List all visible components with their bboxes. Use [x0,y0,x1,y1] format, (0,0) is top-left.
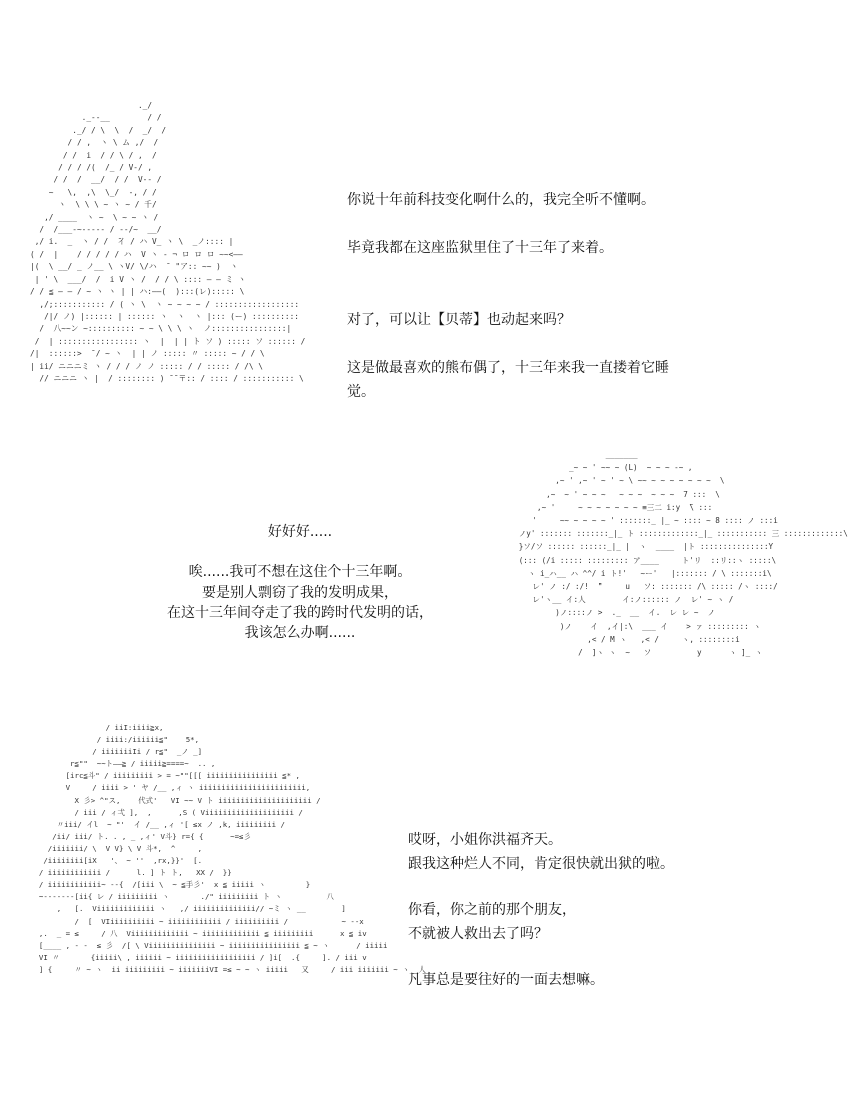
dialogue-line: 这是做最喜欢的熊布偶了，十三年来我一直搂着它睡 [347,360,669,376]
dialogue-line: 对了，可以让【贝蒂】也动起来吗？ [347,312,571,328]
dialogue-line: 跟我这种烂人不同，肯定很快就出狱的啦。 [408,856,674,872]
dialogue-line: 觉。 [347,384,375,400]
ascii-art-figure-top: ._/ ._--__ / / ._/ / \ \ / _/ / / / , ヽ \ ム ,/ / / / i / / \ / , / / / / /( /_ / V-/ , / / / __/ / / V-- / ~ \, ,\ \_/ -, / / ヽ \ \ \ ~ ヽ ~ / 千/ ,/ ____ ヽ ~ \ ~ ~ ヽ / / /___-~----- / --/~ __/ ,/ i. _ ヽ / / ̄イ / ハ V_ ヽ \ _ノ:::: | ( / | / / / / / ハ V ヽ - ¬ ロ ロ ロ ~~<―― |( \ __/ _ ノ__ \ ヽV/ \/ハ ̄ "ア:: ~~ ) ヽ | ' \ ___/ / i V ヽ / / / \ :::: ― ― ミ ヽ / / ≦ ― ― / ~ ヽ ヽ | | ハ:――( ):::(レ)::::: \ ,/;::::::::::: / ( ヽ \ ヽ ~ ~ ~ ~ / :::::::::::::::::: /|/ ノ) |:::::: | :::::: ヽ ヽ ヽ |::: (ー) :::::::::: / 八~~ン ~:::::::::: ~ ~ \ \ \ ヽ ノ::::::::::::::::| / | ::::::::::::::::: ヽ | | | ト ソ ) ::::: ソ :::::: / /| ::::::> ̄ / ~ ヽ | | ノ ::::: 〃 ::::: ~ / / \ | ii/ ニニニミ ヽ / / / ノ ノ ::::: / / ::::: / /\ \ // ニニニ ヽ | / :::::::: ) ̄ ̄ 〒:: / :::: / ::::::::::: \ [30,101,306,383]
dialogue-block-middle [150,522,450,643]
dialogue-line: 你看，你之前的那个朋友， [408,902,576,918]
dialogue-block-bottom [408,828,728,992]
dialogue-line: 唉......我可不想在这住个十三年啊。 [188,564,412,581]
ascii-art-figure-bottom: / iiI:iiii≧x, / iiii:/iiiiii≦" 5*, / iiiiiiiIi / r≦" _ノ _] r≦"" ~~ト――≧ / iiiii≧====~ .. , [irc≦斗" / iiiiiiiii > = ~""[[[ iiiiiiiiiiiiiiii ≦* , V / iiii > ' ヤ /__ ,ィ ヽ iiiiiiiiiiiiiiiiiiiiiiii, X 彡> ^"ス, 代式' VI ~~ V ト iiiiiiiiiiiiiiiiiiiii / / iii / ィ弌 ], , ,S ( Viiiiiiiiiiiiiiiiiiii / 〃iii/ イl ~ "' イ /__ ,ィ '[ ≤x ノ ,k, iiiiiiiii / /ii/ iii/ ト. . , _ ,ィ' V斗} r={ { ~=≤彡 /iiiiiii/ \ V V} \ V 斗*, ^ , /iiiiiiii[iX '、 ~ '' ,rx,}}' [. / iiiiiiiiiiii / l. ] ト ト, XX / }} / iiiiiiiiiiii~ --{ /[iii \ ~ ≦手彡' x ≦ iiiii ヽ } ~-------[ii{ レ / iiiiiiiii ヽ ./" iiiiiiiii ト ヽ 八 , [. Viiiiiiiiiiiii ヽ ,/ iiiiiiiiiiiiii// ~ミ ヽ __ ] / [ VIiiiiiiiiii ~ iiiiiiiiiiii / iiiiiiiiii / ~ --x ,. _ = ≤ / 八 Viiiiiiiiiiiii ~ iiiiiiiiiiiii ≦ iiiiiiiii x ≦ iv [____ , - - ≤ 彡 /[ \ Viiiiiiiiiiiiiii ~ iiiiiiiiiiiiiiii ≦ ~ ヽ / iiiii VI 〃 {iiiii\ , iiiiii ~ iiiiiiiiiiiiiiiiii / ]i[ .{ ]. / iii v ] { 〃 ~ ヽ ii iiiiiiiii ~ iiiiiiiVI =≤ ~ ~ ヽ iiiii 又 / iii iiiiiii ~ ヽ_ 人 [38,723,426,974]
dialogue-line: 哎呀，小姐你洪福齐天。 [408,832,562,848]
dialogue-line: 要是别人剽窃了我的发明成果， [202,584,398,601]
dialogue-line: 凡事总是要往好的一面去想嘛。 [408,972,604,988]
dialogue-line: 好好好..... [267,524,333,540]
dialogue-line: 我该怎么办啊...... [244,625,356,642]
dialogue-line: 不就被人救出去了吗？ [408,926,548,942]
dialogue-line: 在这十三年间夺走了我的跨时代发明的话， [167,604,433,621]
dialogue-block-top [347,188,707,404]
ascii-art-girl-portrait: _______ _~ ~ ' ~~ ~ (L) ~ ~ ~ -~ , ,~ ' ,~ ' ~ ' ~ \ ~~ ~ ~ ~ ~ ~ ~ ~ \ ,~ ~ ' ~ ~ ~ ~ ~ ~ ~ ~ ~ 7 ::: \ ,~ ' ~ ~ ~ ~ ~ ~ ~ ≡三二 i:y ̄\ ::: ' ~~ ~ ~ ~ ~ ' :::::::_ |_ ~ :::: ~ 8 :::: ノ :::i ノy' ::::::: :::::::_|_ ト :::::::::::::_|_ ::::::::::: 三 :::::::::::::\ }ソ/ソ :::::: ::::::_|_ | ヽ ____ |ト :::::::::::::::Y (::: (/i ::::: ::::::::: ア____ ト'リ ::リ::ヽ :::::\ ヽ i_ハ__ ハ ^^/ i ト!' ~ー' |::::::: / \ :::::::i\ レ' ノ :/ :/! ̄" u ソ: ::::::: /\ ::::: /ヽ ::::/ レ'ヽ__ イ:人 イ:ノ:::::: ノ レ' ~ ヽ / )ノ::::ノ > ._ __ イ. レ レ ~ ノ )ノ イ ,イ|:\ ___ イ > ァ ::::::::: ヽ ,< / M ヽ ,< / ヽ, ::::::::i / ]ヽ ヽ ~ ソ y ヽ ]_ ヽ [518,450,848,658]
dialogue-line: 毕竟我都在这座监狱里住了十三年了来着。 [347,240,613,256]
dialogue-line: 你说十年前科技变化啊什么的，我完全听不懂啊。 [347,192,655,208]
